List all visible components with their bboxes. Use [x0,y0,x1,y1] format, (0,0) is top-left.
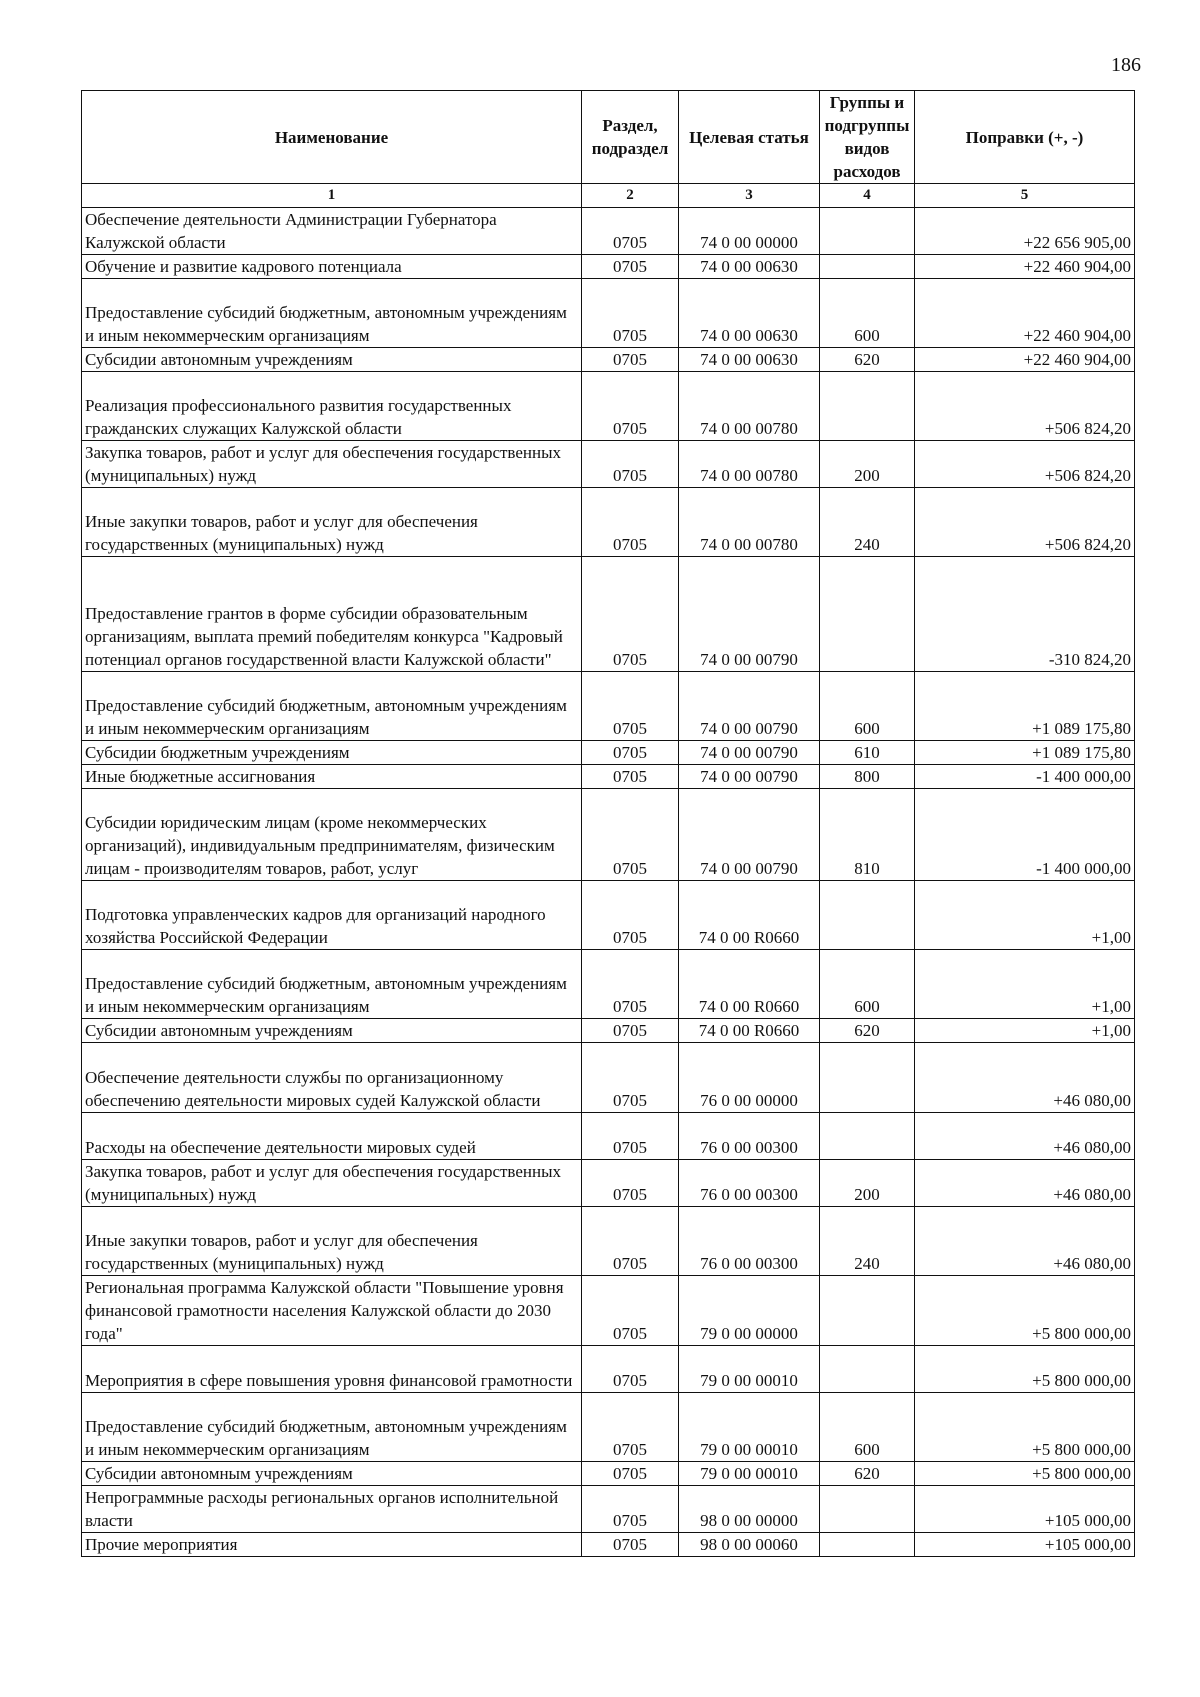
row-amount: +1,00 [915,1019,1135,1043]
row-section: 0705 [582,1043,679,1113]
row-section: 0705 [582,279,679,348]
row-name: Субсидии юридическим лицам (кроме некоммерческих организаций), индивидуальным предпринимателям, физическим лицам - производителям товаров, работ, услуг [82,789,582,881]
row-name: Субсидии автономным учреждениям [82,1019,582,1043]
row-amount: +22 460 904,00 [915,279,1135,348]
row-name: Предоставление грантов в форме субсидии образовательным организациям, выплата премий победителям конкурса "Кадровый потенциал органов государственной власти Калужской области" [82,557,582,672]
row-target: 74 0 00 00790 [679,557,820,672]
table-row [82,372,1135,441]
table-row [82,881,1135,950]
row-amount: +506 824,20 [915,372,1135,441]
row-section: 0705 [582,348,679,372]
row-group [820,1346,915,1393]
row-amount: +22 460 904,00 [915,255,1135,279]
row-amount: +1 089 175,80 [915,672,1135,741]
table-row [82,279,1135,348]
header-amendments: Поправки (+, -) [915,91,1135,184]
row-target: 74 0 00 00780 [679,372,820,441]
budget-amendments-table [81,90,1135,1557]
row-group: 600 [820,672,915,741]
row-target: 74 0 00 00790 [679,765,820,789]
row-target: 79 0 00 00010 [679,1462,820,1486]
row-group: 800 [820,765,915,789]
table-row [82,1462,1135,1486]
row-section: 0705 [582,1207,679,1276]
row-section: 0705 [582,1113,679,1160]
row-amount: +5 800 000,00 [915,1393,1135,1462]
row-group: 620 [820,348,915,372]
row-name: Предоставление субсидий бюджетным, автономным учреждениям и иным некоммерческим организациям [82,672,582,741]
row-amount: +46 080,00 [915,1160,1135,1207]
row-group [820,1486,915,1533]
row-amount: +46 080,00 [915,1207,1135,1276]
row-target: 74 0 00 R0660 [679,1019,820,1043]
row-group: 600 [820,279,915,348]
table-row [82,1486,1135,1533]
row-amount: +1,00 [915,950,1135,1019]
row-amount: -1 400 000,00 [915,765,1135,789]
row-target: 74 0 00 00780 [679,441,820,488]
row-group: 810 [820,789,915,881]
row-section: 0705 [582,881,679,950]
row-section: 0705 [582,950,679,1019]
row-section: 0705 [582,789,679,881]
row-target: 74 0 00 00630 [679,255,820,279]
row-group [820,255,915,279]
row-section: 0705 [582,1393,679,1462]
row-section: 0705 [582,372,679,441]
row-amount: +46 080,00 [915,1043,1135,1113]
table-header-row [82,91,1135,184]
row-section: 0705 [582,1346,679,1393]
row-name: Субсидии автономным учреждениям [82,348,582,372]
row-amount: +506 824,20 [915,441,1135,488]
page-number: 186 [1111,54,1141,76]
row-amount: +5 800 000,00 [915,1276,1135,1346]
row-target: 74 0 00 00000 [679,208,820,255]
row-target: 74 0 00 00790 [679,741,820,765]
row-amount: +5 800 000,00 [915,1346,1135,1393]
row-name: Субсидии автономным учреждениям [82,1462,582,1486]
row-amount: +105 000,00 [915,1533,1135,1557]
row-target: 98 0 00 00000 [679,1486,820,1533]
column-number-row [82,184,1135,208]
table-row [82,1276,1135,1346]
row-group: 610 [820,741,915,765]
row-target: 74 0 00 00630 [679,279,820,348]
row-section: 0705 [582,208,679,255]
column-number: 4 [820,184,915,208]
row-amount: +105 000,00 [915,1486,1135,1533]
row-group: 200 [820,1160,915,1207]
row-target: 74 0 00 00630 [679,348,820,372]
table-row [82,1160,1135,1207]
header-name: Наименование [82,91,582,184]
row-section: 0705 [582,1486,679,1533]
header-groups: Группы и подгруппы видов расходов [820,91,915,184]
row-name: Региональная программа Калужской области "Повышение уровня финансовой грамотности населения Калужской области до 2030 года" [82,1276,582,1346]
row-name: Предоставление субсидий бюджетным, автономным учреждениям и иным некоммерческим организациям [82,950,582,1019]
row-group: 600 [820,950,915,1019]
row-target: 76 0 00 00000 [679,1043,820,1113]
row-name: Обучение и развитие кадрового потенциала [82,255,582,279]
table-row [82,950,1135,1019]
row-group [820,881,915,950]
table-row [82,208,1135,255]
table-row [82,789,1135,881]
table-row [82,765,1135,789]
table-row [82,255,1135,279]
row-name: Закупка товаров, работ и услуг для обеспечения государственных (муниципальных) нужд [82,1160,582,1207]
row-group: 240 [820,488,915,557]
row-target: 76 0 00 00300 [679,1207,820,1276]
row-name: Непрограммные расходы региональных органов исполнительной власти [82,1486,582,1533]
row-group [820,557,915,672]
header-target: Целевая статья [679,91,820,184]
row-name: Иные бюджетные ассигнования [82,765,582,789]
row-amount: +22 460 904,00 [915,348,1135,372]
row-section: 0705 [582,765,679,789]
row-target: 76 0 00 00300 [679,1160,820,1207]
row-group: 620 [820,1019,915,1043]
row-section: 0705 [582,1462,679,1486]
row-target: 79 0 00 00010 [679,1393,820,1462]
row-section: 0705 [582,488,679,557]
row-section: 0705 [582,1533,679,1557]
row-target: 74 0 00 R0660 [679,881,820,950]
table-row [82,1533,1135,1557]
row-section: 0705 [582,255,679,279]
table-row [82,348,1135,372]
row-target: 74 0 00 00790 [679,789,820,881]
table-row [82,1207,1135,1276]
row-name: Иные закупки товаров, работ и услуг для обеспечения государственных (муниципальных) нужд [82,488,582,557]
table-row [82,1019,1135,1043]
row-amount: +1,00 [915,881,1135,950]
row-section: 0705 [582,672,679,741]
row-section: 0705 [582,441,679,488]
row-section: 0705 [582,741,679,765]
row-name: Подготовка управленческих кадров для организаций народного хозяйства Российской Федерации [82,881,582,950]
row-group: 620 [820,1462,915,1486]
row-section: 0705 [582,1019,679,1043]
row-target: 79 0 00 00010 [679,1346,820,1393]
row-target: 74 0 00 00780 [679,488,820,557]
table-row [82,488,1135,557]
row-target: 74 0 00 R0660 [679,950,820,1019]
table-row [82,741,1135,765]
row-name: Иные закупки товаров, работ и услуг для обеспечения государственных (муниципальных) нужд [82,1207,582,1276]
row-amount: -1 400 000,00 [915,789,1135,881]
row-name: Закупка товаров, работ и услуг для обеспечения государственных (муниципальных) нужд [82,441,582,488]
row-amount: +506 824,20 [915,488,1135,557]
row-group [820,1533,915,1557]
row-section: 0705 [582,1160,679,1207]
row-group: 200 [820,441,915,488]
row-section: 0705 [582,1276,679,1346]
table-row [82,1346,1135,1393]
row-group [820,208,915,255]
header-section: Раздел, подраздел [582,91,679,184]
column-number: 1 [82,184,582,208]
row-name: Реализация профессионального развития государственных гражданских служащих Калужской области [82,372,582,441]
row-name: Субсидии бюджетным учреждениям [82,741,582,765]
table-row [82,557,1135,672]
row-name: Предоставление субсидий бюджетным, автономным учреждениям и иным некоммерческим организациям [82,279,582,348]
row-amount: -310 824,20 [915,557,1135,672]
row-amount: +46 080,00 [915,1113,1135,1160]
row-target: 98 0 00 00060 [679,1533,820,1557]
row-target: 76 0 00 00300 [679,1113,820,1160]
table-row [82,441,1135,488]
column-number: 2 [582,184,679,208]
row-amount: +22 656 905,00 [915,208,1135,255]
row-group [820,1276,915,1346]
row-name: Расходы на обеспечение деятельности мировых судей [82,1113,582,1160]
row-group [820,372,915,441]
row-name: Мероприятия в сфере повышения уровня финансовой грамотности [82,1346,582,1393]
table-row [82,1113,1135,1160]
row-amount: +1 089 175,80 [915,741,1135,765]
table-row [82,1393,1135,1462]
row-name: Обеспечение деятельности службы по организационному обеспечению деятельности мировых судей Калужской области [82,1043,582,1113]
column-number: 5 [915,184,1135,208]
row-group [820,1043,915,1113]
row-group: 600 [820,1393,915,1462]
row-group: 240 [820,1207,915,1276]
row-target: 74 0 00 00790 [679,672,820,741]
row-name: Предоставление субсидий бюджетным, автономным учреждениям и иным некоммерческим организациям [82,1393,582,1462]
row-section: 0705 [582,557,679,672]
row-amount: +5 800 000,00 [915,1462,1135,1486]
row-name: Обеспечение деятельности Администрации Губернатора Калужской области [82,208,582,255]
row-name: Прочие мероприятия [82,1533,582,1557]
table-row [82,672,1135,741]
column-number: 3 [679,184,820,208]
table-row [82,1043,1135,1113]
row-group [820,1113,915,1160]
row-target: 79 0 00 00000 [679,1276,820,1346]
